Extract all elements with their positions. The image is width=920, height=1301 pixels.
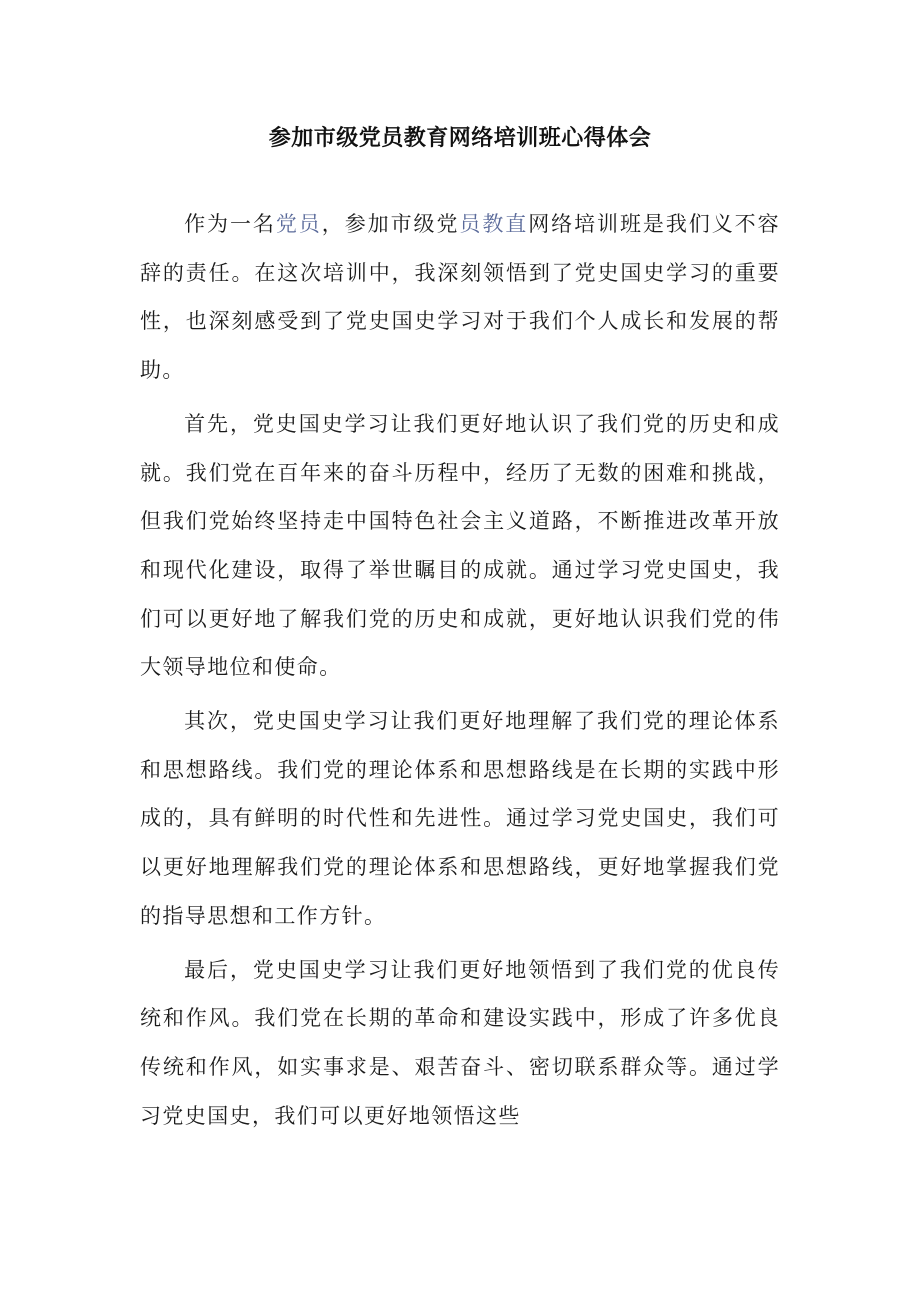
intro-text-3: 网络培训班是我们义不容辞的责任。在这次培训中，我深刻领悟到了党史国史学习的重要性，也深刻感受到了党史国史学习对于我们个人成长和发展的帮助。 [140, 212, 781, 383]
paragraph-last: 最后，党史国史学习让我们更好地领悟到了我们党的优良传统和作风。我们党在长期的革命和建设实践中，形成了许多优良传统和作风，如实事求是、艰苦奋斗、密切联系群众等。通过学习党史国史，我们可以更好地领悟这些 [140, 957, 780, 1128]
intro-text-1: 作为一名 [184, 212, 276, 236]
party-member-link[interactable]: 党员 [275, 212, 322, 236]
document-title: 参加市级党员教育网络培训班心得体会 [268, 126, 652, 151]
paragraph-second: 其次，党史国史学习让我们更好地理解了我们党的理论体系和思想路线。我们党的理论体系和思想路线是在长期的实践中形成的，具有鲜明的时代性和先进性。通过学习党史国史，我们可以更好地理解我们党的理论体系和思想路线，更好地掌握我们党的指导思想和工作方针。 [140, 709, 780, 928]
member-education-link[interactable]: 员教直 [459, 212, 529, 236]
intro-paragraph [140, 200, 780, 395]
document-body [140, 200, 780, 1145]
paragraph-first: 首先，党史国史学习让我们更好地认识了我们党的历史和成就。我们党在百年来的奋斗历程中，经历了无数的困难和挑战，但我们党始终坚持走中国特色社会主义道路，不断推进改革开放和现代化建设，取得了举世瞩目的成就。通过学习党史国史，我们可以更好地了解我们党的历史和成就，更好地认识我们党的伟大领导地位和使命。 [140, 411, 780, 680]
intro-text-2: ，参加市级党 [321, 212, 460, 236]
